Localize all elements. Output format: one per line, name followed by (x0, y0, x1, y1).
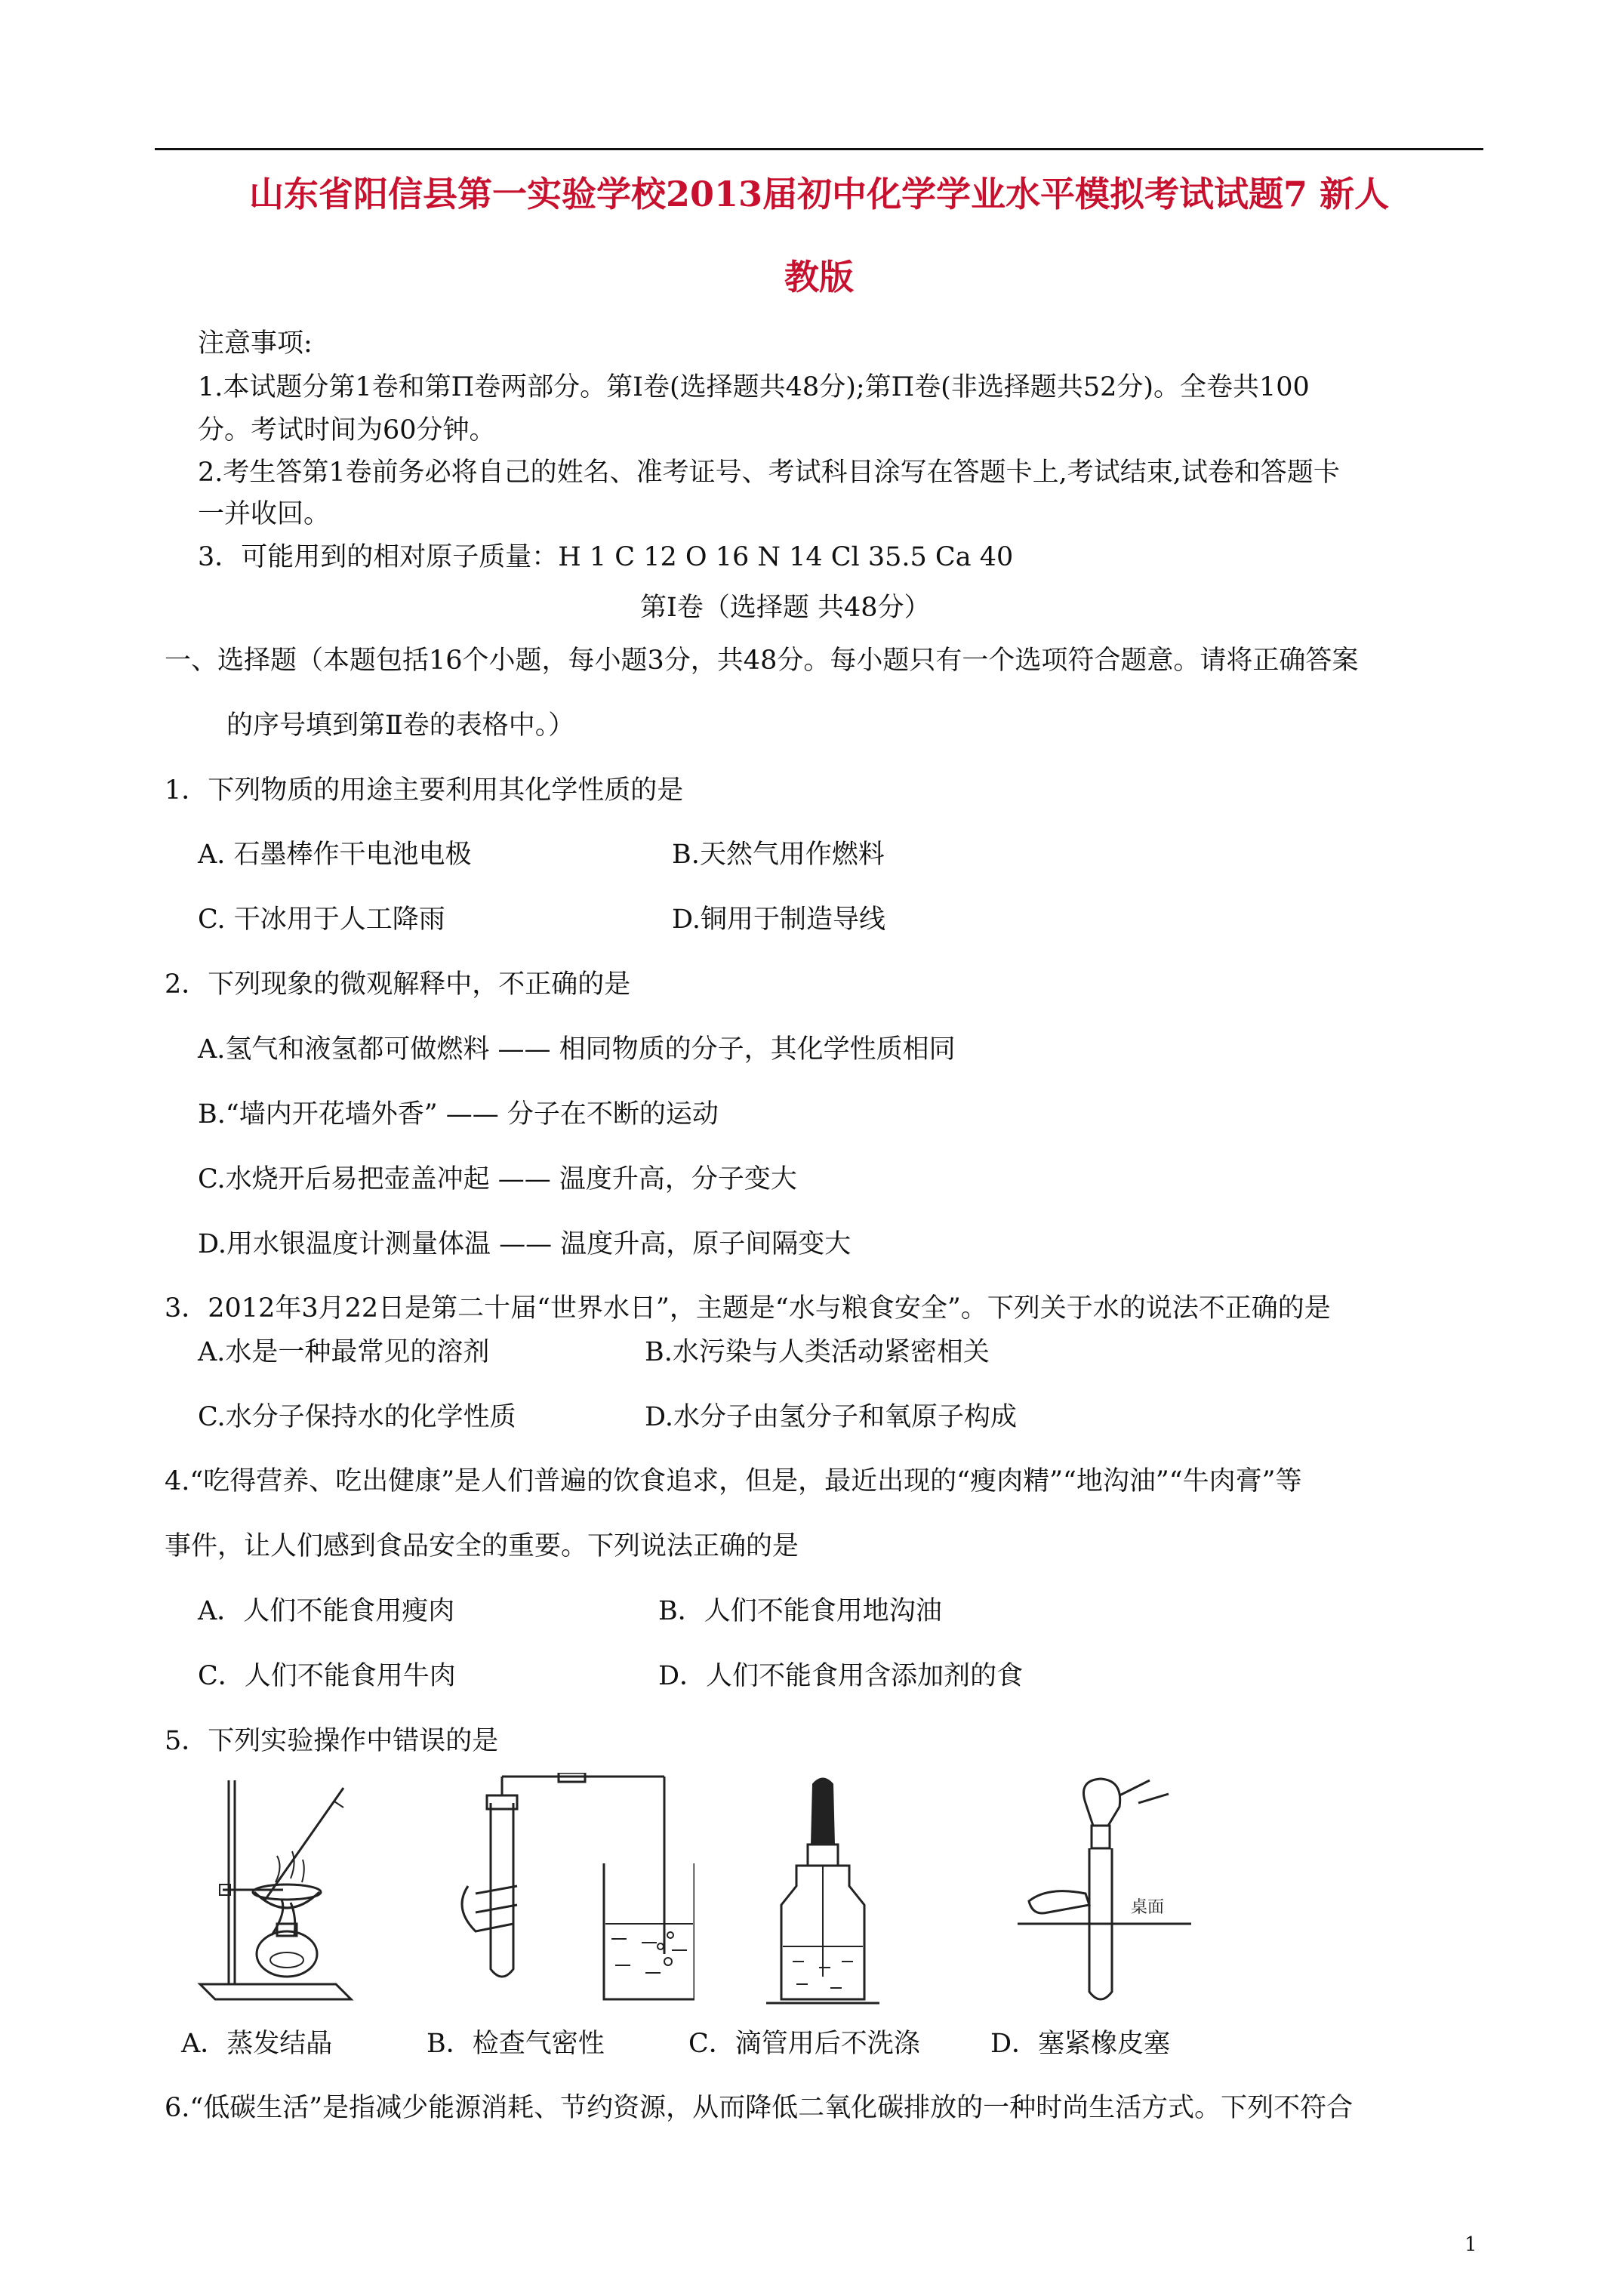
q2-option-a: A.氢气和液氢都可做燃料 —— 相同物质的分子，其化学性质相同 (198, 1034, 956, 1065)
section1-line2: 的序号填到第Ⅱ卷的表格中。） (226, 710, 575, 741)
page-number: 1 (1464, 2233, 1477, 2256)
desk-label: 桌面 (1131, 1898, 1165, 1917)
header-rule (155, 148, 1483, 150)
q2-option-d: D.用水银温度计测量体温 —— 温度升高，原子间隔变大 (198, 1229, 852, 1259)
figure-evaporation-apparatus (192, 1773, 366, 2014)
q4-option-a: A．人们不能食用瘦肉 (198, 1596, 455, 1626)
notice-item3: 3．可能用到的相对原子质量：H 1 C 12 O 16 N 14 Cl 35.5 Ca 40 (198, 542, 1014, 572)
section1-line1: 一、选择题（本题包括16个小题，每小题3分，共48分。每小题只有一个选项符合题意。请将正确答案 (165, 646, 1359, 676)
figure-dropper-bottle (759, 1773, 887, 2014)
q3-stem: 3．2012年3月22日是第二十届“世界水日”，主题是“水与粮食安全”。下列关于水的说法不正确的是 (165, 1293, 1331, 1324)
q5-option-a: A．蒸发结晶 (181, 2029, 333, 2059)
q2-option-c: C.水烧开后易把壶盖冲起 —— 温度升高，分子变大 (198, 1164, 797, 1194)
q5-stem: 5．下列实验操作中错误的是 (165, 1726, 499, 1756)
q3-option-a: A.水是一种最常见的溶剂 (198, 1337, 490, 1367)
q1-option-a: A. 石墨棒作干电池电极 (198, 840, 472, 870)
notice-heading: 注意事项: (198, 328, 313, 359)
figure-airtightness-check (445, 1773, 694, 2014)
q1-option-b: B.天然气用作燃料 (672, 840, 885, 870)
q3-option-b: B.水污染与人类活动紧密相关 (645, 1337, 990, 1367)
part1-title: 第Ⅰ卷（选择题 共48分） (640, 593, 931, 623)
q6-stem: 6.“低碳生活”是指减少能源消耗、节约资源，从而降低二氧化碳排放的一种时尚生活方式。下列不符合 (165, 2093, 1354, 2123)
q1-stem: 1．下列物质的用途主要利用其化学性质的是 (165, 775, 684, 806)
document-title-line1: 山东省阳信县第一实验学校2013届初中化学学业水平模拟考试试题7 新人 (248, 174, 1390, 214)
q2-stem: 2．下列现象的微观解释中，不正确的是 (165, 969, 631, 1000)
q3-option-d: D.水分子由氢分子和氧原子构成 (645, 1402, 1017, 1432)
notice-item2-line2: 一并收回。 (198, 499, 331, 529)
q1-option-c: C. 干冰用于人工降雨 (198, 905, 445, 935)
q5-option-d: D．塞紧橡皮塞 (990, 2029, 1171, 2059)
q2-option-b: B.“墙内开花墙外香” —— 分子在不断的运动 (198, 1099, 719, 1130)
q4-stem-line1: 4.“吃得营养、吃出健康”是人们普遍的饮食追求，但是，最近出现的“瘦肉精”“地沟油”“牛肉膏”等 (165, 1466, 1302, 1496)
q4-option-d: D．人们不能食用含添加剂的食 (658, 1661, 1024, 1691)
q4-option-b: B．人们不能食用地沟油 (658, 1596, 942, 1626)
notice-item1-line1: 1.本试题分第1卷和第Π卷两部分。第Ⅰ卷(选择题共48分);第Π卷(非选择题共52分)。全卷共100 (198, 372, 1310, 402)
notice-item2-line1: 2.考生答第1卷前务必将自己的姓名、准考证号、考试科目涂写在答题卡上,考试结束,试卷和答题卡 (198, 458, 1340, 488)
notice-item1-line2: 分。考试时间为60分钟。 (198, 415, 496, 445)
q3-option-c: C.水分子保持水的化学性质 (198, 1402, 516, 1432)
q4-option-c: C．人们不能食用牛肉 (198, 1661, 456, 1691)
document-title-line2: 教版 (784, 257, 854, 297)
q5-option-c: C．滴管用后不洗涤 (688, 2029, 920, 2059)
q4-stem-line2: 事件，让人们感到食品安全的重要。下列说法正确的是 (165, 1531, 799, 1561)
q5-option-b: B．检查气密性 (427, 2029, 605, 2059)
figure-stopper-pressing (1018, 1773, 1191, 2014)
q1-option-d: D.铜用于制造导线 (672, 905, 885, 935)
